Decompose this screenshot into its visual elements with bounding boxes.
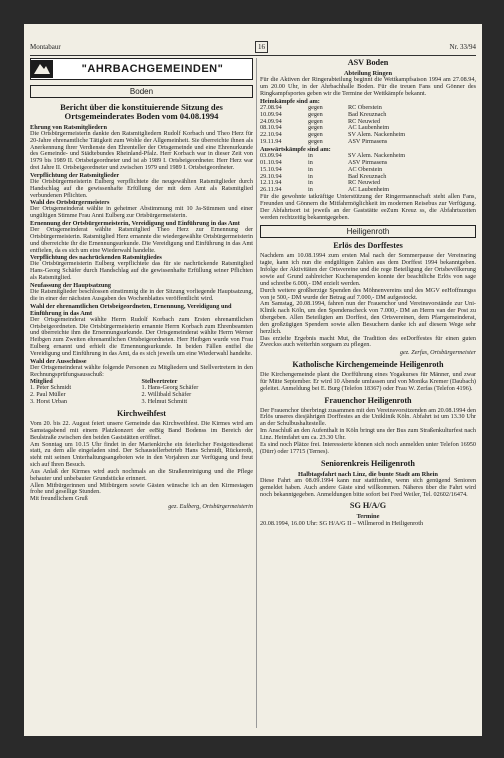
- paragraph: Der Frauenchor überbringt zusammen mit den Vereinsvorsitzenden am 20.08.1994 den Erlös unseres diesjährigen Dorffestes an die Uniklinik Köln. Abfahrt ist um 13.30 Uhr an der Schulbushaltestelle.: [260, 406, 476, 428]
- table-row: 29.10.94 in Bad Kreuznach: [260, 172, 387, 180]
- table-row: 15.10.94 in AC Oberstein: [260, 165, 383, 173]
- table-row: 08.10.94 gegen AC Laubenheim: [260, 124, 390, 132]
- sg-title: SG H/A/G: [349, 501, 387, 511]
- deputy: 1. Hans-Georg Schäfer: [141, 384, 199, 392]
- page-header: [30, 43, 476, 55]
- member: 1. Peter Schmidt: [30, 384, 72, 392]
- paragraph: Die Kirchengemeinde plant die Dorfführung eines Yogakurses für Männer, und zwar für Mitte September. Er wird 10 Abende umfassen und von Monika Kremer (Daubach) geleitet. Anmeldung bei E. Burg (Telefon 18367) oder Frau W. Zerfas (Telefon 4196).: [260, 371, 476, 392]
- paragraph: Die Ortsbürgermeisterin Eulberg verpflichtete das für sie nachrückende Ratsmitglied Hans-Georg Schäfer durch Handschlag auf die gewissenhafte Erfüllung seiner Pflichten als Ratsmitglied.: [30, 260, 253, 282]
- subhead: Wahl des Ortsbürgermeisters: [30, 199, 110, 207]
- frauenchor-title: Frauenchor Heiligenroth: [324, 395, 412, 405]
- header-rule: [30, 55, 476, 56]
- table-row: 22.10.94 gegen SV Alem. Nackenheim: [260, 131, 406, 139]
- left-column: [30, 58, 253, 513]
- seniorenkreis-subtitle: Halbtagsfahrt nach Linz, die bunte Stadt am Rhein: [298, 470, 438, 478]
- newspaper-page: [24, 24, 482, 736]
- table-row: 10.09.94 gegen Bad Kreuznach: [260, 110, 387, 118]
- paragraph: Das erzielte Ergebnis macht Mut, die Tradition des eeDorffestes für einen guten Zweckss auch weiterhin sorgsam zu pflegen.: [260, 334, 476, 349]
- page-number: 16: [255, 41, 268, 53]
- paragraph: Der Ortsgemeinderat wählte folgende Personen zu Mitgliedern und Stellvertretern in den Rechnungsprüfungsausschuß:: [30, 363, 253, 378]
- table-row: 26.11.94 in AC Laubenheim: [260, 186, 390, 194]
- paragraph: Die Ratsmitglieder beschlossen einstimmig die in der Sitzung vorliegende Hauptsatzung, die in einer der nächsten Ausgaben des Wochenblattes veröffentlicht wird.: [30, 288, 253, 302]
- subhead: Ehrung von Ratsmitgliedern: [30, 123, 107, 131]
- away-head: Auswärtskämpfe sind am:: [260, 146, 331, 153]
- subhead: Neufassung der Hauptsatzung: [30, 282, 112, 289]
- paragraph: Nachdem am 10.08.1994 zum ersten Mal nach der Sommerpause der Vereinsring tagte, kann ich nun die endgültigen Zahlen aus dem Dorffest 1994 bekanntgeben. Infolge der Aktivitäten der Ortsvereine und die rege Beteiligung der Ortsbevölkerung sowie auf Grund zahlreicher Kuchenspenden konnte der beachtliche Erlös von sage und schreibe 6.000,- DM erzielt werden.: [260, 252, 476, 287]
- members-head: Mitglied: [30, 378, 53, 386]
- asv-title: ASV Boden: [347, 58, 389, 67]
- banner: [30, 58, 253, 80]
- greeting: Mit freundlichem Gruß: [30, 495, 88, 503]
- paragraph: 20.08.1994, 16.00 Uhr: SG H/A/G II – Willmerod in Heiligenroth: [260, 519, 424, 527]
- paragraph: Am Samstag, 20.08.1994, fahren nun der Frauenchor und Vereinsvorstände zur Uni-Klinik nach Köln, um den Spendenscheck von 7.000,- DM an Herrn van der Post zu übergeben. Allen Beteiligten am Dorffest, den Ortsvereinen, dem Pfarrgemeinderat, den großzügigen Spendern sowie allen Besuchern danke ich auf diesem Wege sehr herzlich.: [260, 300, 476, 335]
- paragraph: Die Ortsbürgermeisterin dankte den Ratsmitgliedern Rudolf Korbach und Theo Herz für 20-Jahre ehrenamtliche Tätigkeit zum Wohle der Allgemeinheit. Sie überreichte ihnen als Anerkennung ihrer Verdienste den Ehrenteller der Ortsgemeinde und eine Ehrenurkunde des Gemeinde- und Städtebundes Rheinland-Pfalz. Herr Korbach war in dieser Zeit von 1979 bis 1989 II. Ortsbeigeordneter und ist ab 1989 I. Ortsbeigeordneter. Herr Herz war drei Jahre II. Ortsbeigeordneter und zwischen 1979 und 1989 I. Ortsbeigeordneter.: [30, 129, 253, 172]
- asv-subtitle: Abteilung Ringen: [343, 70, 393, 77]
- table-row: 01.10.94 in ASV Pirmasens: [260, 158, 388, 166]
- column-divider: [256, 58, 257, 728]
- subhead: Ernennung der Ortsbürgermeisterin, Vereidigung und Einführung in das Amt: [30, 220, 240, 228]
- paragraph: Durch weitere großherzige Spenden des Möhnenvereins und des MGV eeHoffnungss von je 500,- DM wurde der Betrag auf 7.000,- DM aufgestockt.: [260, 286, 476, 301]
- members-table: [30, 378, 253, 406]
- right-column: [260, 58, 476, 528]
- table-row: 24.09.94 gegen RC Neuwied: [260, 117, 381, 125]
- paragraph: Diese Fahrt am 08.09.1994 kann nur stattfinden, wenn sich genügend Senioren gemeldet haben. Auch andere Gäste sind willkommen. Näheres über die Fahrt wird noch bekanntgegeben. Anmeldungen bitte sofort bei Fred Weiler, Tel. 02602/16474.: [260, 476, 476, 498]
- header-town: Montabaur: [30, 43, 61, 51]
- home-table: [260, 105, 415, 146]
- subhead: Verpflichtung des nachrückenden Ratsmitgliedes: [30, 254, 162, 262]
- issue-number: Nr. 33/94: [449, 43, 476, 51]
- table-row: 27.08.94 gegen RC Oberstein: [260, 103, 382, 111]
- member: 3. Horst Urban: [30, 398, 67, 406]
- section-heiligenroth: Heiligenroth: [260, 225, 476, 238]
- paragraph: Am Sonntag um 10.15 Uhr findet in der Marienkirche ein feierlicher Festgottesdienst statt, zu dem alle eingeladen sind. Der Schaustellerbetrieb Hans Schmidt, Rückeroth, steht mit seinen Unterhaltungsangeboten wie in den Vorjahren zur Verfügung und freut sich auf Ihren Besuch.: [30, 440, 253, 469]
- subhead: Wahl der ehrenamtlichen Ortsbeigeordneten, Ernennung, Vereidigung und Einführung in das Amt: [30, 302, 232, 317]
- kirchweih-title: Kirchweihfest: [117, 408, 166, 418]
- paragraph: Aus Anlaß der Kirmes wird auch nochmals an die Straßenreinigung und die Pflege behauter und unbebauter Grundstücke erinnert.: [30, 467, 253, 482]
- deputies-head: Stellvertreter: [141, 378, 178, 386]
- banner-title: "AHRBACHGEMEINDEN": [81, 62, 224, 75]
- signature: gez. Eulberg, Ortsbürgermeisterin: [168, 503, 253, 511]
- sg-subtitle: Termine: [356, 513, 380, 521]
- paragraph: Der Ortsgemeinderat wählte Herrn Rudolf Korbach zum Ersten ehrenamtlichen Ortsbeigeordneten. Die Ortsbürgermeisterin ernannte Herrn Korbach zum Ehrenbeamten und überreichte ihm die Ernennungsurkunde. Der Ortsgemeinderat wählte Herrn Werner Heibgen zum Zweiten ehrenamtlichen Ortsbeigeordneten. Herr Heibgen wurde von Frau Eulberg ernannt und erhielt die Ernennungsurkunde. In beiden Fällen entfiel die Vereidigung und Einführung in das Amt, da es sich jeweils um eine Wiederwahl handelte.: [30, 315, 253, 357]
- paragraph: Die Ortsbürgermeisterin Eulberg verpflichtete die neugewählten Ratsmitglieder durch Handschlag auf die gewissenhafte Erfüllung der mit dem Amt als Ratsmitglied verbundenen Pflichten.: [30, 177, 253, 199]
- table-row: 03.09.94 in SV Alem. Nackenheim: [260, 152, 406, 159]
- paragraph: Es sind noch Plätze frei. Interessierte können sich noch anmelden unter Telefon 16950 (Dürr) oder 17715 (Ternes).: [260, 440, 476, 455]
- section-boden: Boden: [30, 85, 253, 98]
- kirchengemeinde-title: Katholische Kirchengemeinde Heiligenroth: [292, 360, 444, 370]
- map-logo-icon: [31, 60, 53, 78]
- table-row: 12.11.94 in RC Neuwied: [260, 179, 381, 187]
- subhead: Verpflichtung der Ratsmitglieder: [30, 171, 120, 179]
- seniorenkreis-title: Seniorenkreis Heiligenroth: [321, 458, 415, 468]
- subhead: Wahl der Ausschüsse: [30, 357, 87, 365]
- home-head: Heimkämpfe sind am:: [260, 97, 320, 105]
- signature: gez. Zerfas, Ortsbürgermeister: [399, 349, 476, 357]
- article-title: Bericht über die konstituierende Sitzung des Ortsgemeinderates Boden vom 04.08.1994: [60, 102, 223, 122]
- paragraph: Im Anschluß an den Aufenthalt in Köln bringt uns der Bus zum Straßenkulturfest nach Linz. Heimfahrt um ca. 23.30 Uhr.: [260, 427, 476, 441]
- table-row: 19.11.94 gegen ASV Pirmasens: [260, 138, 388, 146]
- paragraph: Der Ortsgemeinderat wählte Ratsmitglied Theo Herz zur Ernennung der Ortsbürgermeisterin. Ratsmitglied Herz ernannte die wiedergewählte Ortsbürgermeisterin und überreichte ihr die Ernennungsurkunde. Die Vereidigung und Einführung in das Amt entfielen, da es sich um eine Wiederwahl handelte.: [30, 226, 253, 254]
- deputy: 3. Helmut Schmitt: [141, 398, 188, 406]
- deputy: 2. Willibald Schäfer: [141, 391, 192, 399]
- paragraph: Der Ortsgemeinderat wählte in geheimer Abstimmung mit 10 Ja-Stimmen und einer ungültigen Stimme Frau Anni Eulberg zur Ortsbürgermeisterin.: [30, 205, 253, 220]
- away-table: [260, 153, 415, 194]
- dorffest-title: Erlös des Dorffestes: [333, 241, 403, 251]
- paragraph: Vom 20. bis 22. August feiert unsere Gemeinde das Kirchweihfest. Die Kirmes wird am Samstagabend mit einem Platzkonzert der eeBig Band Bodenss im Bereich der Beulstraße zwischen den beiden Gaststätten eröffnet.: [30, 419, 253, 441]
- paragraph: Für die Aktiven der Ringerabteilung beginnt die Wettkampfsaison 1994 am 27.08.94, um 20.00 Uhr, in der Ahrbachhalle Boden. Für die treuen Fans und Gönner des Ringkampfsportes geben wir die Termine der Wettkämpfe bekannt.: [260, 76, 476, 98]
- paragraph: Für die gewohnte tatkräftige Unterstützung der Ringermannschaft steht allen Fans, Freunden und Gönnern die Mitfahrmöglichkeit im modernen Reisebus zur Verfügung. Der Abfahrtsort ist jeweils an der Gaststätte eeZum Kreuz ss, die Abfahrtszeiten werden rechtzeitig bekanntgegeben.: [260, 193, 476, 221]
- member: 2. Paul Müller: [30, 391, 66, 399]
- paragraph: Allen Mitbürgerinnen und Mitbürgern sowie Gästen wünsche ich an den Kirmestagen frohe und gesellige Stunden.: [30, 481, 253, 496]
